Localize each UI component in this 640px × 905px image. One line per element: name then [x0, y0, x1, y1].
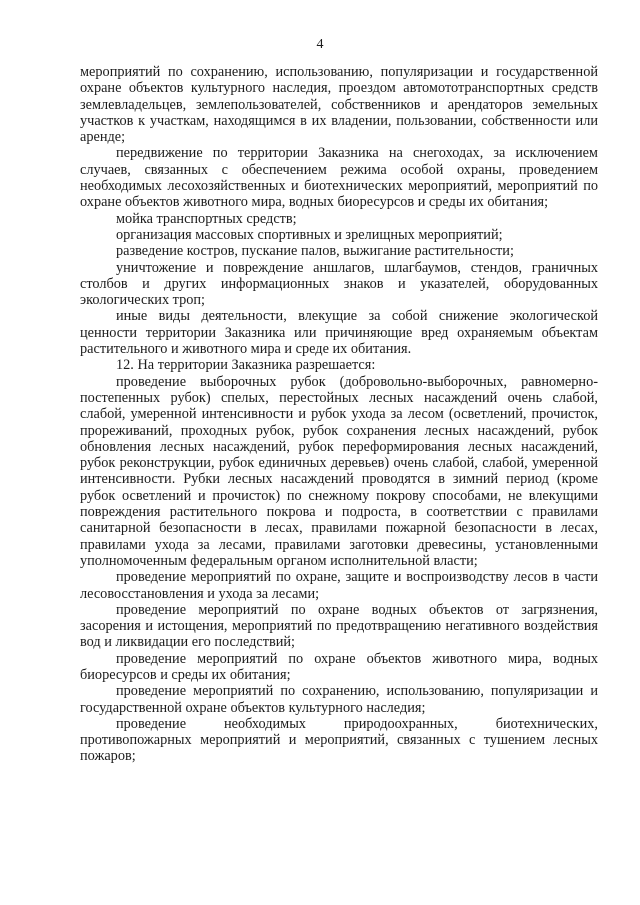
document-body: [80, 64, 598, 765]
paragraph-forest-protection: проведение мероприятий по охране, защите и воспроизводству лесов в части лесовосстановления и ухода за лесами;: [80, 569, 598, 602]
paragraph-signs-damage: уничтожение и повреждение аншлагов, шлагбаумов, стендов, граничных столбов и других информационных знаков и указателей, оборудованных экологических троп;: [80, 259, 598, 309]
paragraph-section-12-heading: 12. На территории Заказника разрешается:: [116, 357, 376, 374]
paragraph-selective-logging: проведение выборочных рубок (добровольно-выборочных, равномерно-постепенных рубок) спелых, перестойных лесных насаждений очень слабой, слабой, умеренной интенсивности и рубок ухода за лесом (осветлений, прочисток, прореживаний, проходных рубок, рубок сохранения лесных насаждений, рубок обновления лесных насаждений, рубок переформирования лесных насаждений, рубок реконструкции, рубок единичных деревьев) очень слабой, слабой, умеренной интенсивности. Рубки лесных насаждений проводятся в зимний период (кроме рубок осветлений и прочисток) по снежному покрову способами, не влекущими повреждения растительного покрова и подроста, в соответствии с правилами санитарной безопасности в лесах, правилами пожарной безопасности в лесах, правилами ухода за лесами, правилами заготовки древесины, установленными уполномоченным федеральным органом исполнительной власти;: [80, 373, 598, 569]
paragraph-snowmobiles: передвижение по территории Заказника на снегоходах, за исключением случаев, связанных с обеспечением режима особой охраны, проведением необходимых лесохозяйственных и биотехнических мероприятий, мероприятий по охране объектов животного мира, водных биоресурсов и среды их обитания;: [80, 145, 598, 211]
paragraph-continuation: мероприятий по сохранению, использованию, популяризации и государственной охране объектов культурного наследия, проездом автомототранспортных средств землевладельцев, землепользователей, собственников и арендаторов земельных участков к участкам, находящимся в их владении, пользовании, собственности или аренде;: [80, 64, 598, 146]
paragraph-water-protection: проведение мероприятий по охране водных объектов от загрязнения, засорения и истощения, мероприятий по предотвращению негативного воздействия вод и ликвидации его последствий;: [80, 601, 598, 651]
paragraph-fire-measures: проведение необходимых природоохранных, биотехнических, противопожарных мероприятий и мероприятий, связанных с тушением лесных пожаров;: [80, 715, 598, 765]
paragraph-cultural-heritage: проведение мероприятий по сохранению, использованию, популяризации и государственной охране объектов культурного наследия;: [80, 683, 598, 716]
paragraph-mass-events: организация массовых спортивных и зрелищных мероприятий;: [116, 226, 503, 243]
page-number: 4: [316, 37, 324, 52]
paragraph-vehicle-washing: мойка транспортных средств;: [116, 210, 297, 227]
paragraph-fires: разведение костров, пускание палов, выжигание растительности;: [116, 243, 514, 260]
paragraph-wildlife-protection: проведение мероприятий по охране объектов животного мира, водных биоресурсов и среды их обитания;: [80, 650, 598, 683]
paragraph-other-activities: иные виды деятельности, влекущие за собой снижение экологической ценности территории Заказника или причиняющие вред охраняемым объектам растительного и животного мира и среде их обитания.: [80, 308, 598, 358]
